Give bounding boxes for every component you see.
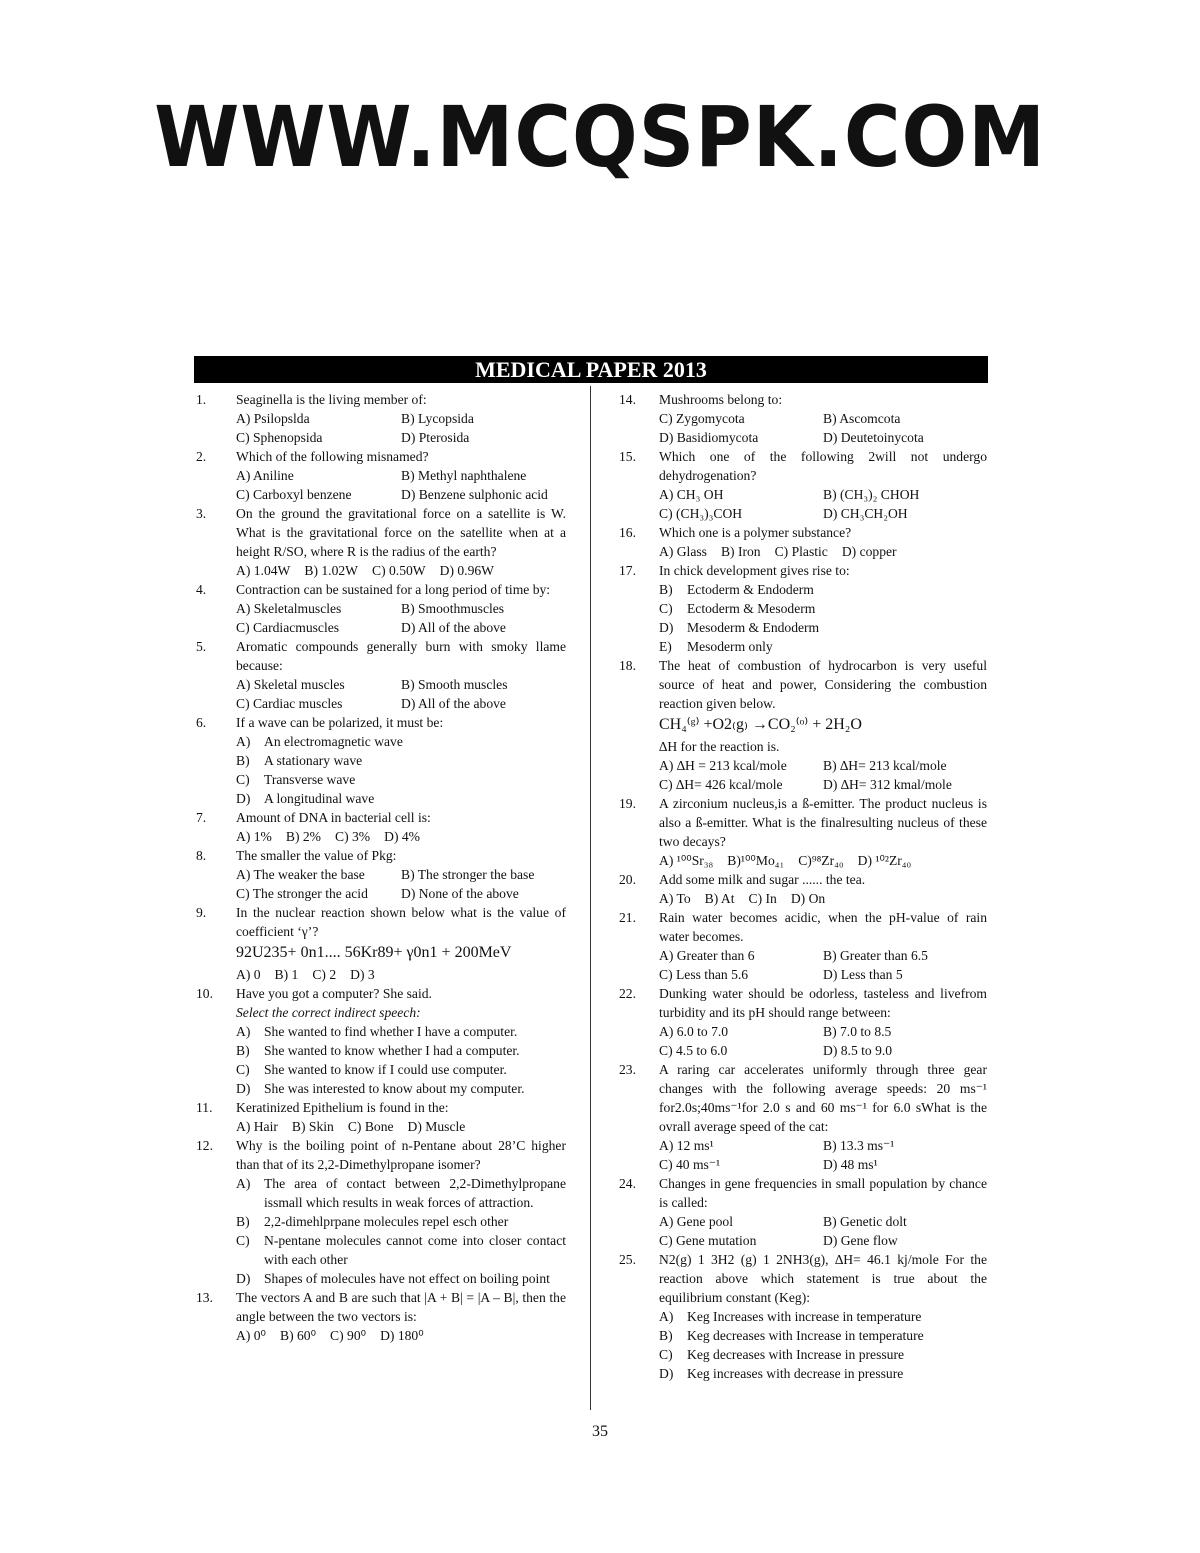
answer-option: C)⁹⁸Zr₄₀ <box>798 853 844 868</box>
answer-option: B) Smoothmuscles <box>401 601 505 616</box>
option-letter: D) <box>236 791 251 806</box>
question-text: In the nuclear reaction shown below what is the value of coefficient ‘γ’? <box>236 905 566 939</box>
question-number: 3. <box>196 506 207 521</box>
answer-option: A) 12 ms¹ <box>659 1138 714 1153</box>
question-text: The smaller the value of Pkg: <box>236 848 397 863</box>
option-text: She wanted to find whether I have a computer. <box>264 1024 518 1039</box>
answer-option: A) CH₃ OH <box>659 487 724 502</box>
answer-option: A) Skeletalmuscles <box>236 601 342 616</box>
question-text: The heat of combustion of hydrocarbon is very useful source of heat and power, Considering the combustion reaction given below. <box>659 658 987 711</box>
question <box>617 870 987 908</box>
answer-option: A) Glass <box>659 544 707 559</box>
question-text: N2(g) 1 3H2 (g) 1 2NH3(g), ∆H= 46.1 kj/mole For the reaction above which statement is true about the equilibrium constant (Keg): <box>659 1252 987 1305</box>
question-number: 6. <box>196 715 207 730</box>
option-row <box>659 756 987 775</box>
option-letter: B) <box>236 1214 250 1229</box>
answer-option: D) ∆H= 312 kmal/mole <box>823 777 952 792</box>
question-text: If a wave can be polarized, it must be: <box>236 715 444 730</box>
option-row <box>236 485 566 504</box>
answer-option: B) The stronger the base <box>401 867 535 882</box>
answer-option: C) Cardiac muscles <box>236 696 343 711</box>
question <box>194 1288 566 1345</box>
option-row <box>236 865 566 884</box>
option-text: Shapes of molecules have not effect on boiling point <box>264 1271 550 1286</box>
option-text: Keg increases with decrease in pressure <box>687 1366 904 1381</box>
answer-option: B) 2% <box>285 829 321 844</box>
answer-option <box>659 1345 987 1364</box>
answer-option <box>236 1022 566 1041</box>
answer-option <box>236 1174 566 1212</box>
question <box>194 580 566 637</box>
option-text: Ectoderm & Mesoderm <box>687 601 816 616</box>
option-text: She was interested to know about my computer. <box>264 1081 525 1096</box>
paper-title: MEDICAL PAPER 2013 <box>194 356 988 383</box>
answer-option: B) Lycopsida <box>401 411 474 426</box>
option-text: Transverse wave <box>264 772 356 787</box>
question <box>617 561 987 656</box>
question <box>194 903 566 984</box>
question-text: Dunking water should be odorless, tasteless and livefrom turbidity and its pH should range between: <box>659 986 987 1020</box>
question <box>194 447 566 504</box>
answer-option: B) 1 <box>274 967 299 982</box>
option-letter: A) <box>236 734 251 749</box>
answer-option: C) 3% <box>335 829 371 844</box>
question-number: 14. <box>619 392 636 407</box>
option-row <box>236 1326 566 1345</box>
option-row <box>659 1212 987 1231</box>
answer-option: C) 0.50W <box>372 563 426 578</box>
answer-option: A) To <box>659 891 691 906</box>
option-row <box>659 1022 987 1041</box>
option-letter: D) <box>659 620 674 635</box>
question-instruction: Select the correct indirect speech: <box>236 1005 421 1020</box>
option-row <box>236 618 566 637</box>
answer-option: D) On <box>790 891 826 906</box>
question-number: 2. <box>196 449 207 464</box>
answer-option: C) Plastic <box>774 544 828 559</box>
question-formula: 92U235+ 0n1.... 56Kr89+ γ0n1 + 200MeV <box>236 944 512 961</box>
option-text: N-pentane molecules cannot come into closer contact with each other <box>264 1233 566 1267</box>
question-text: Aromatic compounds generally burn with smoky llame because: <box>236 639 566 673</box>
option-text: Keg decreases with Increase in temperature <box>687 1328 924 1343</box>
option-row <box>236 965 566 984</box>
option-row <box>659 542 987 561</box>
question <box>617 1174 987 1250</box>
answer-option: A) The weaker the base <box>236 867 365 882</box>
option-letter: D) <box>236 1271 251 1286</box>
question-text: Contraction can be sustained for a long period of time by: <box>236 582 551 597</box>
site-header: WWW.MCQSPK.COM <box>154 88 1046 186</box>
option-row <box>236 466 566 485</box>
option-letter: B) <box>659 1328 673 1343</box>
question-number: 20. <box>619 872 636 887</box>
question-number: 21. <box>619 910 636 925</box>
answer-option: A) Greater than 6 <box>659 948 755 963</box>
answer-option: D) CH₃CH₂OH <box>823 506 908 521</box>
answer-option: A) Aniline <box>236 468 294 483</box>
option-row <box>236 827 566 846</box>
question-text: On the ground the gravitational force on a satellite is W. What is the gravitational force on the satellite when at a height R/SO, where R is the radius of the earth? <box>236 506 566 559</box>
question-text: Rain water becomes acidic, when the pH-value of rain water becomes. <box>659 910 987 944</box>
answer-option: B) Ascomcota <box>823 411 901 426</box>
option-letter: A) <box>236 1176 251 1191</box>
answer-option: C) The stronger the acid <box>236 886 368 901</box>
answer-option: B) Methyl naphthalene <box>401 468 527 483</box>
answer-option: B) Smooth muscles <box>401 677 508 692</box>
question-text: Amount of DNA in bacterial cell is: <box>236 810 431 825</box>
answer-option <box>236 751 566 770</box>
question-number: 10. <box>196 986 213 1001</box>
option-text: Mesoderm & Endoderm <box>687 620 820 635</box>
question-text: Which one of the following 2will not undergo dehydrogenation? <box>659 449 987 483</box>
answer-option: B)¹⁰⁰Mo₄₁ <box>727 853 785 868</box>
question-number: 1. <box>196 392 207 407</box>
question <box>194 1136 566 1288</box>
option-row <box>659 889 987 908</box>
right-column <box>617 390 987 1383</box>
answer-option: C) Bone <box>347 1119 394 1134</box>
option-row <box>236 675 566 694</box>
option-text: 2,2-dimehlprpane molecules repel esch other <box>264 1214 509 1229</box>
question-formula: CH₄⁽ᵍ⁾ +O2₍g₎ →CO₂⁽ᵒ⁾ + 2H₂O <box>659 716 862 733</box>
question-number: 13. <box>196 1290 213 1305</box>
question-text: A zirconium nucleus,is a ß-emitter. The product nucleus is also a ß-emitter. What is the finalresulting nucleus of these two decays? <box>659 796 987 849</box>
question <box>194 390 566 447</box>
question-text: In chick development gives rise to: <box>659 563 850 578</box>
option-text: She wanted to know if I could use computer. <box>264 1062 507 1077</box>
answer-option: B) 13.3 ms⁻¹ <box>823 1138 895 1153</box>
answer-option <box>659 1326 987 1345</box>
answer-option <box>659 618 987 637</box>
option-text: A stationary wave <box>264 753 363 768</box>
answer-option <box>236 1079 566 1098</box>
option-row <box>236 599 566 618</box>
answer-option: A) ¹⁰⁰Sr₃₈ <box>659 853 714 868</box>
answer-option <box>659 1364 987 1383</box>
option-letter: C) <box>659 1347 673 1362</box>
answer-option: C) 90⁰ <box>330 1328 367 1343</box>
option-row <box>659 1136 987 1155</box>
option-row <box>236 561 566 580</box>
option-letter: C) <box>659 601 673 616</box>
left-column <box>194 390 566 1345</box>
question <box>617 1060 987 1174</box>
option-row <box>659 428 987 447</box>
question-text: Have you got a computer? She said. <box>236 986 432 1001</box>
answer-option: C) Sphenopsida <box>236 430 323 445</box>
answer-option: D) Muscle <box>407 1119 466 1134</box>
answer-option: D) Less than 5 <box>823 967 903 982</box>
answer-option <box>659 580 987 599</box>
question-number: 19. <box>619 796 636 811</box>
answer-option: A) 6.0 to 7.0 <box>659 1024 729 1039</box>
option-row <box>659 409 987 428</box>
question-number: 22. <box>619 986 636 1001</box>
option-row <box>659 504 987 523</box>
question <box>617 390 987 447</box>
answer-option: C) (CH₃)₃COH <box>659 506 743 521</box>
question-number: 25. <box>619 1252 636 1267</box>
answer-option <box>236 1212 566 1231</box>
answer-option <box>659 637 987 656</box>
answer-option <box>236 1269 566 1288</box>
answer-option <box>236 1041 566 1060</box>
option-letter: E) <box>659 639 672 654</box>
option-row <box>659 485 987 504</box>
question-number: 16. <box>619 525 636 540</box>
question-text: The vectors A and B are such that |A + B| = |A – B|, then the angle between the two vectors is: <box>236 1290 566 1324</box>
answer-option: C) Cardiacmuscles <box>236 620 340 635</box>
answer-option: D) All of the above <box>401 696 506 711</box>
option-letter: C) <box>236 1233 250 1248</box>
option-letter: D) <box>659 1366 674 1381</box>
option-text: A longitudinal wave <box>264 791 375 806</box>
question <box>194 504 566 580</box>
answer-option: D) copper <box>841 544 897 559</box>
option-text: She wanted to know whether I had a computer. <box>264 1043 520 1058</box>
question <box>617 984 987 1060</box>
answer-option <box>659 599 987 618</box>
question-number: 23. <box>619 1062 636 1077</box>
option-row <box>236 1117 566 1136</box>
answer-option: A) 1% <box>236 829 272 844</box>
answer-option: D) 180⁰ <box>380 1328 424 1343</box>
option-text: Keg Increases with increase in temperature <box>687 1309 922 1324</box>
question-text: Which one is a polymer substance? <box>659 525 852 540</box>
answer-option: A) Psilopslda <box>236 411 310 426</box>
answer-option: B) Greater than 6.5 <box>823 948 928 963</box>
answer-option: A) ∆H = 213 kcal/mole <box>659 758 787 773</box>
answer-option <box>236 1231 566 1269</box>
question-number: 5. <box>196 639 207 654</box>
option-row <box>659 775 987 794</box>
answer-option: C) Carboxyl benzene <box>236 487 352 502</box>
answer-option: D) 3 <box>350 967 375 982</box>
question-number: 17. <box>619 563 636 578</box>
option-text: An electromagnetic wave <box>264 734 403 749</box>
answer-option: D) Pterosida <box>401 430 470 445</box>
answer-option: C) Less than 5.6 <box>659 967 749 982</box>
answer-option: A) Hair <box>236 1119 278 1134</box>
question-text: Keratinized Epithelium is found in the: <box>236 1100 449 1115</box>
question-text: Which of the following misnamed? <box>236 449 429 464</box>
question <box>617 447 987 523</box>
question-note: ∆H for the reaction is. <box>659 739 780 754</box>
question-number: 12. <box>196 1138 213 1153</box>
answer-option: B) At <box>704 891 735 906</box>
option-row <box>659 1155 987 1174</box>
question <box>194 713 566 808</box>
answer-option: A) Skeletal muscles <box>236 677 345 692</box>
question-number: 7. <box>196 810 207 825</box>
question-number: 24. <box>619 1176 636 1191</box>
question-text: Mushrooms belong to: <box>659 392 783 407</box>
option-text: The area of contact between 2,2-Dimethylpropane issmall which results in weak forces of attraction. <box>264 1176 566 1210</box>
answer-option: B) Skin <box>291 1119 334 1134</box>
answer-option: C) Zygomycota <box>659 411 745 426</box>
question <box>194 808 566 846</box>
answer-option: D) Deutetoinycota <box>823 430 924 445</box>
option-letter: C) <box>236 1062 250 1077</box>
question <box>617 656 987 794</box>
answer-option: A) 1.04W <box>236 563 291 578</box>
answer-option: B) Iron <box>720 544 761 559</box>
answer-option <box>236 732 566 751</box>
question-text: Seaginella is the living member of: <box>236 392 427 407</box>
question-number: 8. <box>196 848 207 863</box>
answer-option: B) 60⁰ <box>280 1328 317 1343</box>
answer-option: C) 2 <box>312 967 337 982</box>
option-text: Keg decreases with Increase in pressure <box>687 1347 905 1362</box>
option-letter: B) <box>236 753 250 768</box>
answer-option: C) 40 ms⁻¹ <box>659 1157 721 1172</box>
answer-option: D) All of the above <box>401 620 506 635</box>
answer-option: B) 1.02W <box>304 563 358 578</box>
answer-option <box>236 1060 566 1079</box>
option-letter: D) <box>236 1081 251 1096</box>
option-row <box>659 1231 987 1250</box>
option-row <box>659 965 987 984</box>
question-number: 11. <box>196 1100 213 1115</box>
answer-option: C) ∆H= 426 kcal/mole <box>659 777 783 792</box>
option-row <box>236 884 566 903</box>
answer-option: D) 4% <box>384 829 420 844</box>
answer-option: C) Gene mutation <box>659 1233 757 1248</box>
column-divider <box>590 386 591 1410</box>
option-row <box>236 409 566 428</box>
option-letter: A) <box>236 1024 251 1039</box>
answer-option: D) Benzene sulphonic acid <box>401 487 548 502</box>
question-number: 4. <box>196 582 207 597</box>
question <box>194 637 566 713</box>
answer-option: D) Gene flow <box>823 1233 898 1248</box>
answer-option <box>659 1307 987 1326</box>
option-row <box>659 1041 987 1060</box>
question <box>617 908 987 984</box>
answer-option: D) 48 ms¹ <box>823 1157 878 1172</box>
answer-option <box>236 789 566 808</box>
option-letter: B) <box>236 1043 250 1058</box>
question-number: 15. <box>619 449 636 464</box>
question <box>617 523 987 561</box>
question-text: A raring car accelerates uniformly through three gear changes with the following average speeds: 20 ms⁻¹ for2.0s;40ms⁻¹for 2.0 s and 60 ms⁻¹ for 6.0 sWhat is the ovrall average speed of the cat: <box>659 1062 987 1134</box>
question <box>617 1250 987 1383</box>
answer-option: A) Gene pool <box>659 1214 733 1229</box>
question <box>194 1098 566 1136</box>
option-letter: B) <box>659 582 673 597</box>
question <box>617 794 987 870</box>
option-text: Mesoderm only <box>687 639 773 654</box>
option-row <box>659 851 987 870</box>
option-row <box>659 946 987 965</box>
option-letter: A) <box>659 1309 674 1324</box>
answer-option: B) Genetic dolt <box>823 1214 907 1229</box>
question-number: 9. <box>196 905 207 920</box>
answer-option: A) 0 <box>236 967 261 982</box>
answer-option: D) ¹⁰²Zr₄₀ <box>857 853 912 868</box>
answer-option: D) 0.96W <box>439 563 494 578</box>
option-row <box>236 428 566 447</box>
answer-option: C) 4.5 to 6.0 <box>659 1043 728 1058</box>
answer-option: D) None of the above <box>401 886 519 901</box>
answer-option: B) 7.0 to 8.5 <box>823 1024 892 1039</box>
answer-option: D) Basidiomycota <box>659 430 759 445</box>
answer-option: A) 0⁰ <box>236 1328 266 1343</box>
question <box>194 984 566 1098</box>
answer-option <box>236 770 566 789</box>
question-text: Changes in gene frequencies in small population by chance is called: <box>659 1176 987 1210</box>
question <box>194 846 566 903</box>
option-row <box>236 694 566 713</box>
question-text: Add some milk and sugar ...... the tea. <box>659 872 866 887</box>
answer-option: D) 8.5 to 9.0 <box>823 1043 893 1058</box>
question-text: Why is the boiling point of n-Pentane about 28’C higher than that of its 2,2-Dimethylpropane isomer? <box>236 1138 566 1172</box>
option-text: Ectoderm & Endoderm <box>687 582 814 597</box>
answer-option: B) (CH₃)₂ CHOH <box>823 487 920 502</box>
answer-option: B) ∆H= 213 kcal/mole <box>823 758 947 773</box>
answer-option: C) In <box>748 891 777 906</box>
option-letter: C) <box>236 772 250 787</box>
question-number: 18. <box>619 658 636 673</box>
page-number: 35 <box>592 1423 608 1440</box>
